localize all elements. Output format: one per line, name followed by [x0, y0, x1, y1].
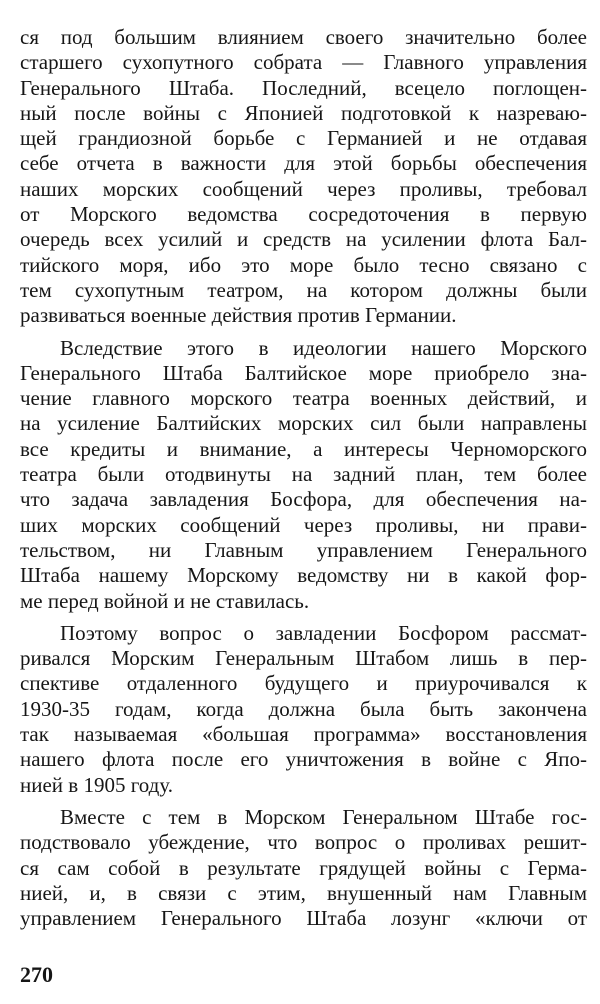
text-line: ме перед войной и не ставилась.	[20, 588, 310, 613]
text-line: наших морских сообщений через проливы, требовал	[20, 176, 587, 201]
text-line: очередь всех усилий и средств на усилении флота Бал-	[20, 227, 587, 252]
text-line: управлением Генерального Штаба лозунг «ключи от	[20, 906, 587, 931]
text-line: щей грандиозной борьбе с Германией и не отдавая	[20, 126, 587, 151]
text-line: Поэтому вопрос о завладении Босфором рассмат-	[60, 620, 587, 645]
text-line: тем сухопутным театром, на котором должны были	[20, 277, 587, 302]
text-line: старшего сухопутного собрата — Главного управления	[20, 50, 587, 75]
text-line: так называемая «большая программа» восстановления	[20, 722, 587, 747]
text-line: себе отчета в важности для этой борьбы обеспечения	[20, 151, 587, 176]
text-line: на усиление Балтийских морских сил были направлены	[20, 411, 587, 436]
text-line: чение главного морского театра военных действий, и	[20, 386, 587, 411]
text-line: ся под большим влиянием своего значительно более	[20, 25, 587, 49]
text-line: развиваться военные действия против Германии.	[20, 303, 457, 328]
text-line: нией в 1905 году.	[20, 772, 174, 797]
text-line: Вследствие этого в идеологии нашего Морского	[60, 335, 587, 360]
page-number: 270	[20, 962, 53, 987]
text-line: ривался Морским Генеральным Штабом лишь в пер-	[20, 646, 587, 671]
text-line: театра были отодвинуты на задний план, тем более	[20, 462, 587, 487]
text-line: Генерального Штаба. Последний, всецело поглощен-	[20, 75, 587, 100]
text-line: Вместе с тем в Морском Генеральном Штабе гос-	[60, 804, 587, 829]
text-line: нашего флота после его уничтожения в войне с Япо-	[20, 747, 587, 772]
text-line: ся сам собой в результате грядущей войны с Герма-	[20, 855, 587, 880]
text-line: 1930-35 годам, когда должна была быть закончена	[20, 696, 587, 721]
text-line: нией, и, в связи с этим, внушенный нам Главным	[20, 880, 587, 905]
text-line: от Морского ведомства сосредоточения в первую	[20, 202, 587, 227]
text-line: ших морских сообщений через проливы, ни прави-	[20, 512, 587, 537]
text-line: Штаба нашему Морскому ведомству ни в какой фор-	[20, 563, 587, 588]
text-line: Генерального Штаба Балтийское море приобрело зна-	[20, 360, 587, 385]
text-line: что задача завладения Босфора, для обеспечения на-	[20, 487, 587, 512]
paragraph	[20, 805, 587, 931]
text-line: тийского моря, ибо это море было тесно связано с	[20, 252, 587, 277]
text-line: тельством, ни Главным управлением Генерального	[20, 537, 587, 562]
page-body	[20, 25, 587, 938]
text-line: спективе отдаленного будущего и приурочивался к	[20, 671, 587, 696]
paragraph	[20, 336, 587, 614]
text-line: все кредиты и внимание, а интересы Черноморского	[20, 436, 587, 461]
text-line: ный после войны с Японией подготовкой к назреваю-	[20, 100, 587, 125]
text-line: подствовало убеждение, что вопрос о проливах решит-	[20, 830, 587, 855]
paragraph	[20, 25, 587, 329]
paragraph	[20, 621, 587, 798]
